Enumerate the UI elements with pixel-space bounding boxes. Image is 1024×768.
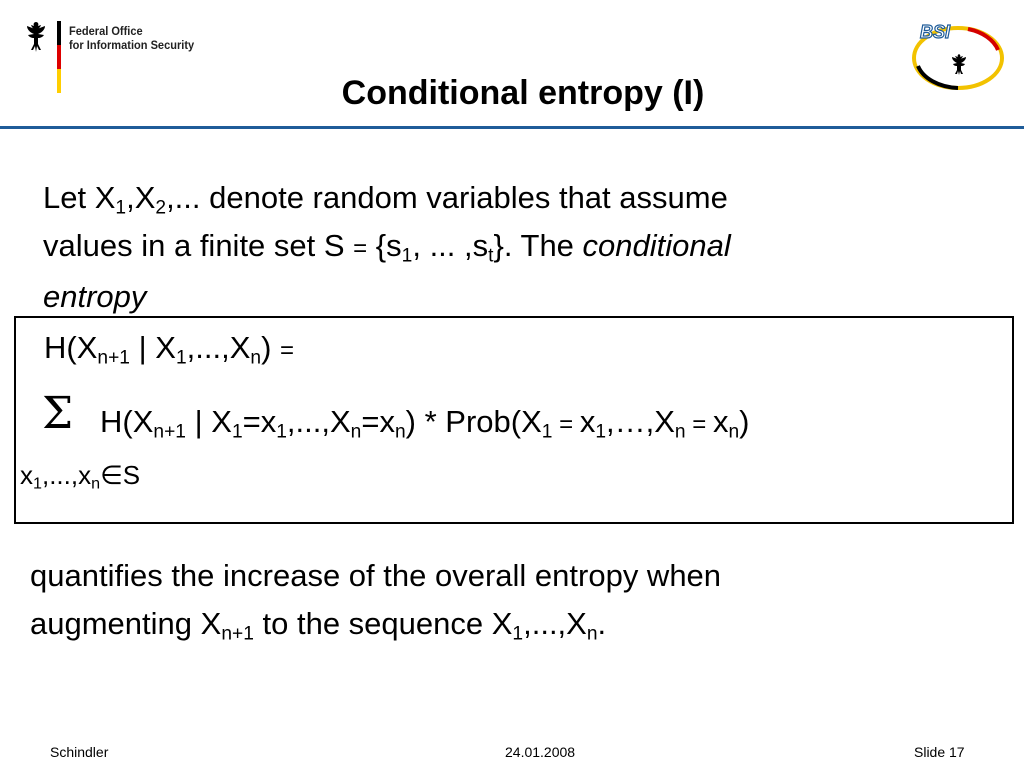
slide-title: Conditional entropy (I) [341, 74, 705, 112]
intro-line-2: values in a finite set $S = \{s_1$, ... $,s_t$}. The conditional [43, 228, 731, 267]
sum-symbol: Σ [42, 388, 74, 439]
intro-paragraph [43, 174, 1003, 321]
intro-line-1: Let $X_1,X_2$,... denote random variables that assume [43, 180, 728, 219]
sum-index-range: $x_1,...,x_n\in S$ [20, 460, 141, 493]
intro-line-3: entropy [43, 279, 147, 314]
footer-author: Schindler [50, 744, 109, 760]
outro-line-2: augmenting $X_{n+1}$ to the sequence $X_1,...,X_n$. [30, 606, 607, 645]
footer-slide-number: Slide 17 [914, 744, 965, 760]
footer-date: 24.01.2008 [505, 744, 576, 760]
formula-line-2: $H(X_{n+1}$ | $X_1=x_1,...,X_n=x_n$) * $Prob(X_1$ = $x_1,\dots,X_n = x_n$) [100, 404, 750, 443]
formula-line-1: $H(X_{n+1}$ | $X_1,...,X_n$) = [44, 330, 295, 369]
bsi-logo-text: BSI [920, 22, 951, 42]
header-rule [0, 126, 1024, 129]
outro-line-1: quantifies the increase of the overall entropy when [30, 558, 722, 593]
organization-name: Federal Office for Information Security [69, 24, 195, 52]
federal-eagle-icon [20, 20, 52, 56]
outro-paragraph [30, 552, 1000, 648]
